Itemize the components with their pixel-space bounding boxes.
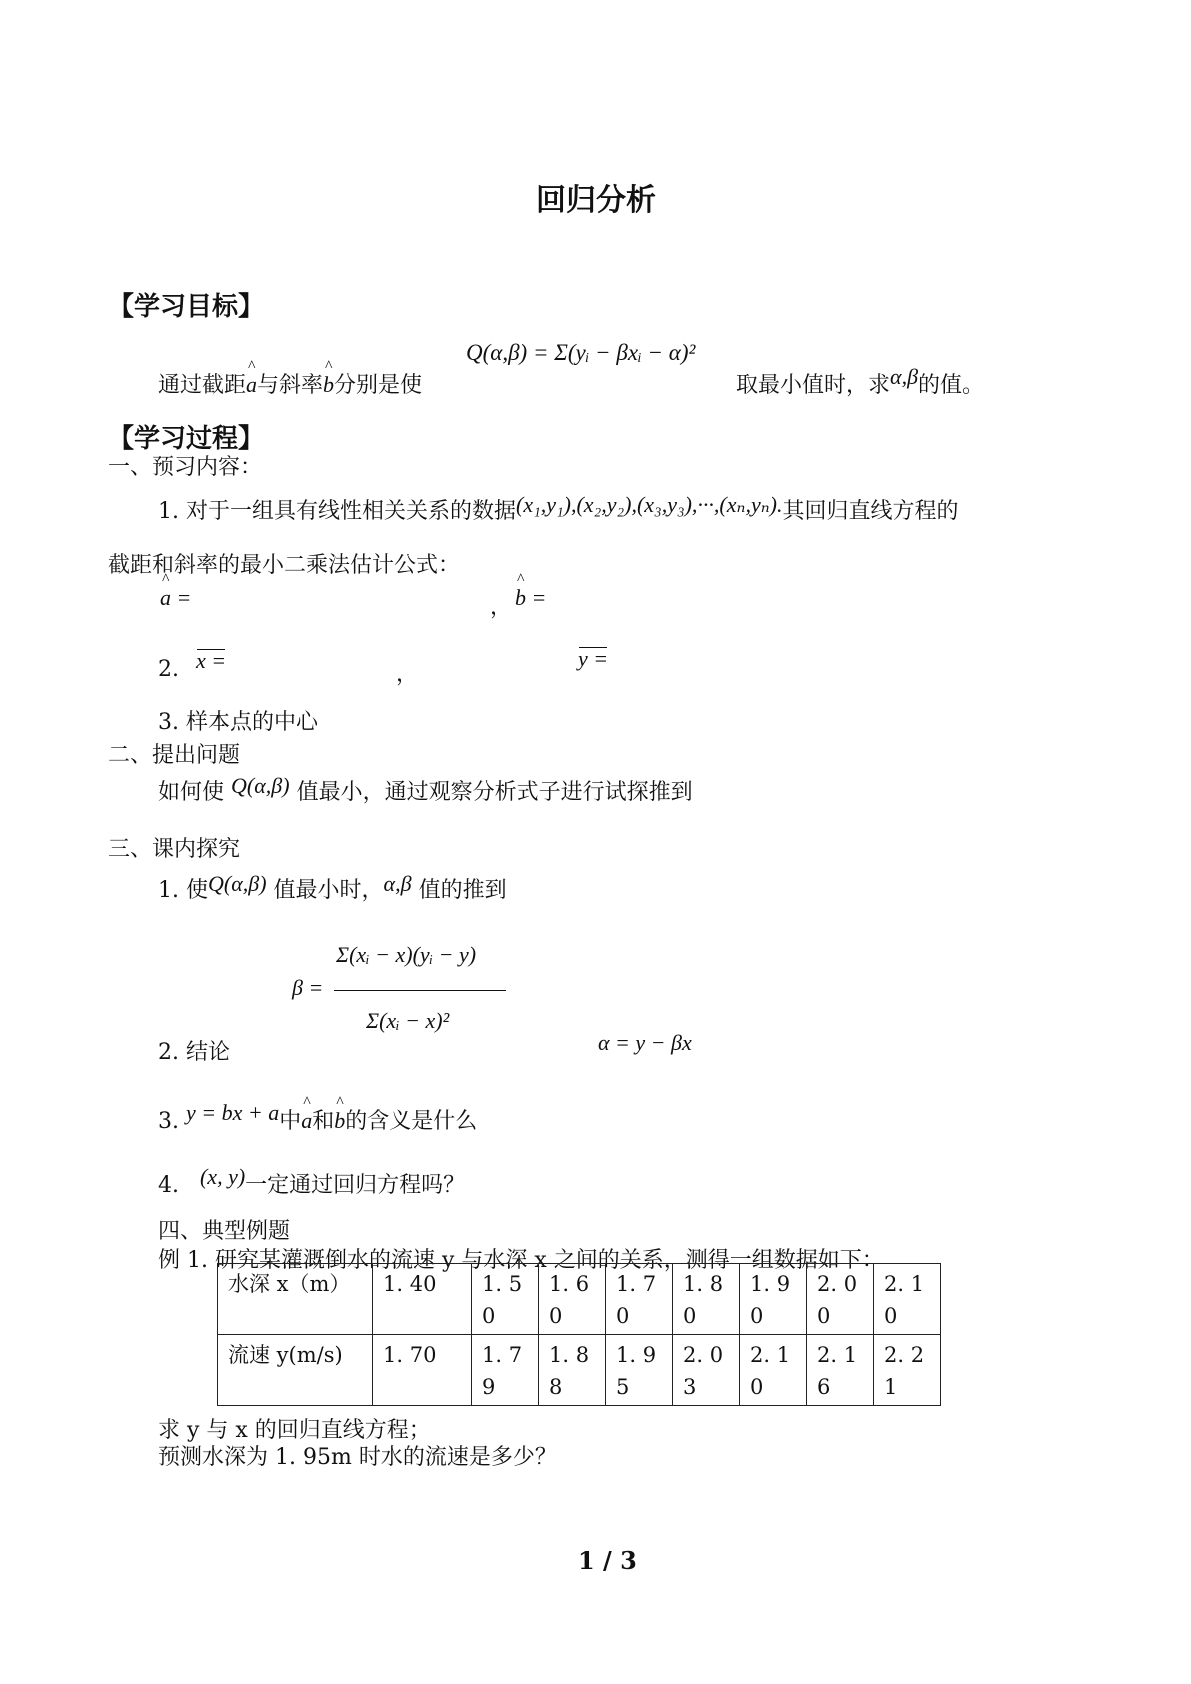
page-number: 1 / 3 [578,1546,637,1575]
table-cell: 2. 0 0 [807,1264,874,1335]
goals-line [158,368,422,399]
table-cell: 2. 1 0 [740,1335,807,1406]
comma-separator-2: ， [396,662,419,687]
goals-heading: 【学习目标】 [108,292,265,322]
beta-fraction-line [334,990,506,991]
item3-prefix: 3. [158,1109,179,1134]
q-formula: Q(α,β) = Σ(yᵢ − βxᵢ − α)² [466,340,696,365]
alpha-formula: α = y − βx [598,1030,692,1055]
section-3-title: 三、课内探究 [108,837,241,862]
table-cell: 1. 8 8 [539,1335,606,1406]
a-hat-symbol: ^ a [246,372,257,398]
data-table [217,1263,941,1406]
item2-number: 2. [158,657,179,682]
beta-label: β = [292,975,324,1000]
center-point: (x, y) [199,1164,246,1189]
table-cell: 1. 9 5 [606,1335,673,1406]
question-1: 求 y 与 x 的回归直线方程； [158,1418,431,1443]
xbar-eq-text: x = [196,648,227,673]
ybar-eq-text: y = [578,646,609,671]
s3-alpha-beta: α,β [383,871,412,896]
s3-item1-prefix: 1. 使 [158,878,208,903]
b-hat-equation [515,585,546,611]
item3-text2: 和 [312,1109,335,1134]
regression-equation: y = bx + a [186,1100,280,1125]
section-4-title: 四、典型例题 [158,1219,291,1244]
table-cell: 1. 70 [373,1335,472,1406]
ybar-equation [578,646,608,672]
table-cell: 1. 6 0 [539,1264,606,1335]
table-row [218,1264,941,1335]
goals-text-mid2: 分别是使 [334,373,423,398]
table-cell: 2. 0 3 [673,1335,740,1406]
table-cell: 1. 40 [373,1264,472,1335]
item4-text: 一定通过回归方程吗？ [245,1173,466,1198]
goals-text-after: 取最小值时，求 [736,373,891,398]
s2-prefix: 如何使 [158,780,225,805]
row-label: 流速 y(m/s) [218,1335,373,1406]
xbar-equation [196,648,226,674]
goals-line-end [736,364,985,399]
b-hat-eq-text: ^ b = [515,585,546,611]
item4-prefix: 4. [158,1173,179,1198]
b-hat-symbol-2: ^ b [334,1108,345,1134]
table-cell: 2. 1 6 [807,1335,874,1406]
s2-line [158,775,693,806]
s3-q-symbol: Q(α,β) [207,871,267,896]
goals-text-end: 的值。 [918,373,985,398]
process-heading: 【学习过程】 [108,424,265,454]
example-text: 例 1. 研究某灌溉倒水的流速 y 与水深 x 之间的关系，测得一组数据如下： [158,1248,884,1273]
page-title: 回归分析 [536,183,656,218]
table-cell: 2. 1 0 [874,1264,941,1335]
s2-q-symbol: Q(α,β) [231,773,290,798]
a-hat-eq-text: ^ a = [160,585,191,611]
goals-text-before: 通过截距 [158,373,247,398]
s3-item1-mid: 值最小时， [273,878,384,903]
item1-suffix: 其回归直线方程的 [782,499,959,524]
item1-prefix: 1. 对于一组具有线性相关关系的数据 [158,499,516,524]
section-1-title: 一、预习内容： [108,455,263,480]
beta-numerator: Σ(xᵢ − x)(yᵢ − y) [336,942,477,967]
a-hat-symbol-2: ^ a [301,1108,312,1134]
goals-text-mid1: 与斜率 [257,373,324,398]
table-cell: 1. 8 0 [673,1264,740,1335]
item3-q-line [158,1100,478,1135]
table-row [218,1335,941,1406]
table-cell: 1. 7 9 [472,1335,539,1406]
item3-text1: 中 [279,1109,302,1134]
item1-data-points: (x₁,y₁),(x₂,y₂),(x₃,y₃),···,(xₙ,yₙ). [516,492,783,517]
comma-separator: ， [490,595,513,620]
table-cell: 1. 9 0 [740,1264,807,1335]
item2-conclusion: 2. 结论 [158,1040,230,1065]
alpha-beta-vars: α,β [890,364,919,389]
table-cell: 1. 7 0 [606,1264,673,1335]
item3-center: 3. 样本点的中心 [158,710,318,735]
section-2-title: 二、提出问题 [108,743,241,768]
item3-text3: 的含义是什么 [345,1109,478,1134]
s3-item1-line [158,873,507,904]
a-hat-equation [160,585,191,611]
beta-denominator: Σ(xᵢ − x)² [366,1008,450,1033]
row-label: 水深 x（m） [218,1264,373,1335]
table-cell: 2. 2 1 [874,1335,941,1406]
b-hat-symbol: ^ b [323,372,334,398]
item1-line2: 截距和斜率的最小二乘法估计公式： [108,553,461,578]
s2-suffix: 值最小，通过观察分析式子进行试探推到 [296,780,693,805]
s3-item1-suffix: 值的推到 [418,878,507,903]
item4-line [158,1164,466,1199]
table-cell: 1. 5 0 [472,1264,539,1335]
question-2: 预测水深为 1. 95m 时水的流速是多少？ [158,1445,557,1470]
item1-line [158,494,958,525]
